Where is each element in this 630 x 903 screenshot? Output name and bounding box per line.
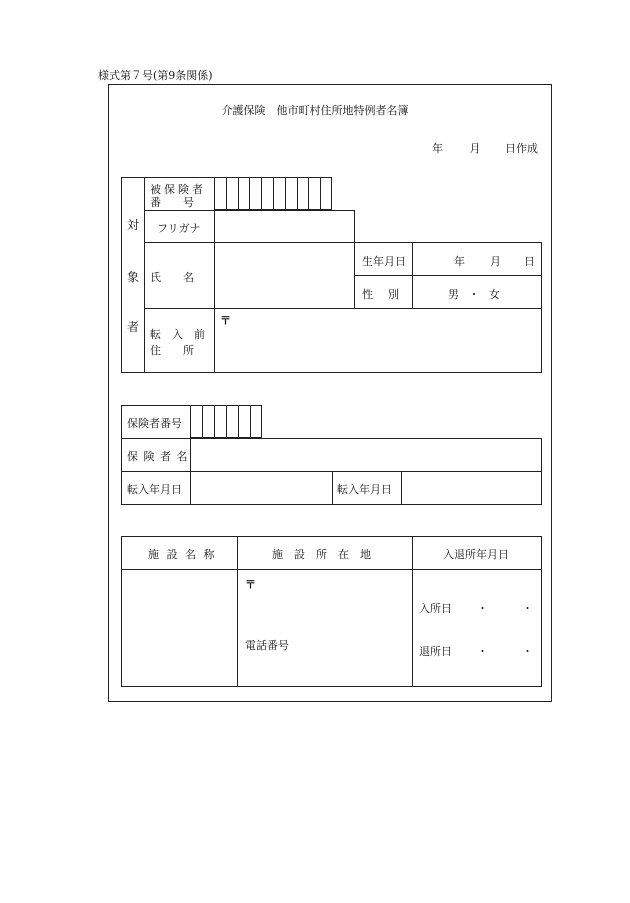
- admission-date-label: 入所日: [419, 602, 452, 615]
- furigana-right-border: [354, 210, 355, 243]
- insured-number-digit-4[interactable]: [249, 177, 261, 210]
- admission-date-value[interactable]: ・ ・: [477, 602, 537, 615]
- prev-address-right-border: [541, 308, 542, 373]
- insurer-name-label: 保 険 者 名: [127, 450, 189, 463]
- insured-number-digit-9[interactable]: [308, 177, 320, 210]
- insurer-number-boxes[interactable]: [190, 405, 262, 438]
- insurer-number-digit-2[interactable]: [202, 405, 214, 438]
- sex-label: 性 別: [362, 288, 401, 301]
- date-created: [432, 140, 538, 156]
- facility-address-header: 施 設 所 在 地: [272, 548, 371, 561]
- facility-postal-mark: 〒: [245, 578, 256, 591]
- form-number-label: 様式第７号(第9条関係): [98, 69, 213, 82]
- birth-date-day: 日: [524, 255, 535, 268]
- insured-number-digit-2[interactable]: [226, 177, 238, 210]
- transfer-date-label-2: 転入年月日: [337, 483, 392, 496]
- insurer-bottom-border: [121, 504, 542, 505]
- birth-date-label: 生年月日: [362, 255, 406, 268]
- transfer-date-label-1: 転入年月日: [127, 483, 182, 496]
- discharge-date-value[interactable]: ・ ・: [477, 645, 537, 658]
- insurer-number-label: 保険者番号: [127, 417, 182, 430]
- furigana-label: フリガナ: [157, 222, 201, 235]
- birth-date-month: 月: [490, 255, 501, 268]
- subject-side-char-2: 象: [127, 270, 140, 284]
- date-created-year: 年: [432, 142, 443, 155]
- sex-value[interactable]: 男 ・ 女: [448, 288, 503, 301]
- insured-number-boxes[interactable]: [214, 177, 332, 210]
- insured-number-digit-1[interactable]: [214, 177, 226, 210]
- prev-address-field[interactable]: [215, 309, 541, 372]
- birth-bottom: [354, 275, 542, 276]
- subject-side-char-3: 者: [127, 320, 140, 334]
- facility-date-header: 入退所年月日: [443, 548, 509, 561]
- insurer-number-digit-4[interactable]: [226, 405, 238, 438]
- birth-date-year: 年: [454, 255, 465, 268]
- transfer-date-field-1[interactable]: [191, 472, 331, 503]
- insured-number-digit-7[interactable]: [285, 177, 297, 210]
- facility-name-header: 施 設 名 称: [148, 548, 217, 561]
- insurer-left-border: [121, 405, 122, 504]
- facility-address-field[interactable]: [238, 570, 411, 686]
- insured-number-label-line2: 番 号: [150, 196, 194, 209]
- insured-number-digit-8[interactable]: [297, 177, 309, 210]
- insurer-number-digit-5[interactable]: [238, 405, 250, 438]
- insured-number-digit-10[interactable]: [320, 177, 332, 210]
- insured-number-digit-6[interactable]: [273, 177, 285, 210]
- insurer-number-digit-6[interactable]: [250, 405, 262, 438]
- furigana-field[interactable]: [215, 211, 354, 242]
- subject-side-divider: [144, 177, 145, 373]
- facility-phone-label: 電話番号: [245, 639, 289, 652]
- prev-address-postal-mark: 〒: [220, 314, 231, 327]
- subject-side-char-1: 対: [127, 218, 140, 232]
- form-title: 介護保険 他市町村住所地特例者名簿: [221, 104, 409, 117]
- discharge-date-label: 退所日: [419, 645, 452, 658]
- prev-address-label-line1: 転 入 前: [150, 328, 205, 341]
- date-created-month: 月: [469, 142, 481, 155]
- name-label: 氏 名: [150, 271, 194, 284]
- insurer-number-digit-3[interactable]: [214, 405, 226, 438]
- transfer-date-field-2[interactable]: [402, 472, 541, 503]
- insured-number-label-line1: 被保険者: [150, 183, 206, 196]
- insured-number-digit-5[interactable]: [261, 177, 273, 210]
- insurer-number-digit-1[interactable]: [190, 405, 202, 438]
- prev-address-label-line2: 住 所: [150, 344, 194, 357]
- insurer-name-field[interactable]: [191, 439, 541, 470]
- facility-divider-2: [412, 536, 413, 687]
- transfer-date-divider-1: [332, 471, 333, 504]
- date-created-day: 日作成: [505, 142, 538, 155]
- facility-name-field[interactable]: [122, 570, 236, 686]
- name-field[interactable]: [215, 243, 354, 307]
- insured-number-digit-3[interactable]: [238, 177, 250, 210]
